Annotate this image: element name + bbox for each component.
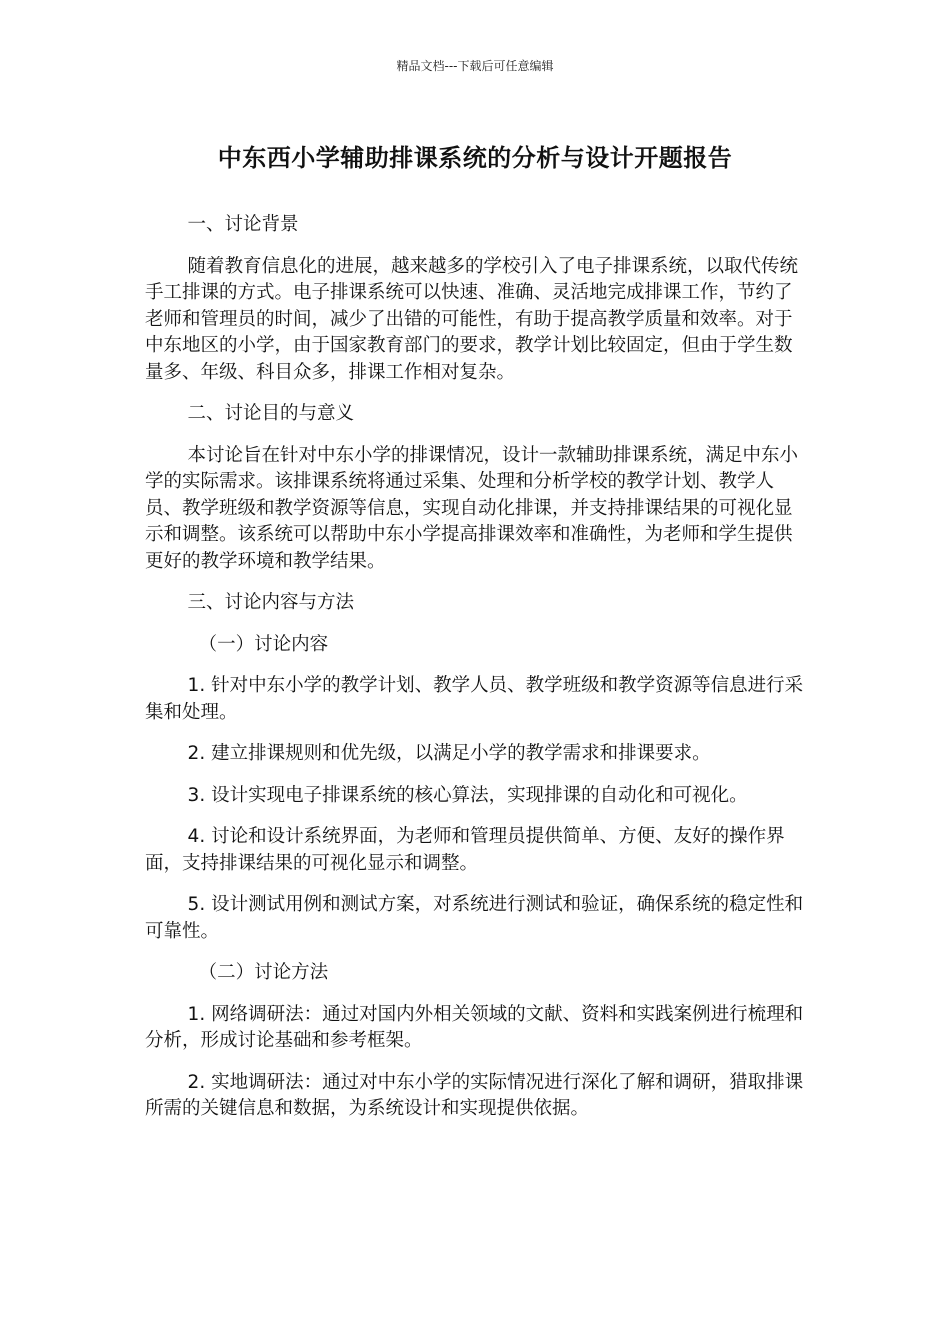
document-body bbox=[145, 212, 807, 1138]
document-title: 中东西小学辅助排课系统的分析与设计开题报告 bbox=[217, 144, 733, 172]
list-item: 2. 建立排课规则和优先级，以满足小学的教学需求和排课要求。 bbox=[187, 743, 711, 764]
paragraph-background: 随着教育信息化的进展，越来越多的学校引入了电子排课系统，以取代传统手工排课的方式。电子排课系统可以快速、准确、灵活地完成排课工作，节约了老师和管理员的时间，减少了出错的可能性，有助于提高教学质量和效率。对于中东地区的小学，由于国家教育部门的要求，教学计划比较固定，但由于学生数量多、年级、科目众多，排课工作相对复杂。 bbox=[145, 255, 799, 383]
list-item: 5. 设计测试用例和测试方案，对系统进行测试和验证，确保系统的稳定性和可靠性。 bbox=[145, 894, 804, 942]
subheading-content: （一）讨论内容 bbox=[198, 633, 329, 655]
list-item: 4. 讨论和设计系统界面，为老师和管理员提供简单、方便、友好的操作界面，支持排课结果的可视化显示和调整。 bbox=[145, 826, 785, 874]
list-item: 3. 设计实现电子排课系统的核心算法，实现排课的自动化和可视化。 bbox=[187, 784, 748, 806]
subheading-method: （二）讨论方法 bbox=[198, 962, 329, 983]
section-heading-purpose: 二、讨论目的与意义 bbox=[187, 403, 355, 424]
list-item: 2. 实地调研法：通过对中东小学的实际情况进行深化了解和调研，猎取排课所需的关键信息和数据，为系统设计和实现提供依据。 bbox=[145, 1071, 804, 1119]
section-heading-content-method: 三、讨论内容与方法 bbox=[187, 592, 355, 613]
list-item: 1. 网络调研法：通过对国内外相关领域的文献、资料和实践案例进行梳理和分析，形成讨论基础和参考框架。 bbox=[145, 1003, 804, 1051]
section-heading-background: 一、讨论背景 bbox=[187, 214, 299, 235]
list-item: 1. 针对中东小学的教学计划、教学人员、教学班级和教学资源等信息进行采集和处理。 bbox=[145, 675, 804, 723]
header-note: 精品文档---下载后可任意编辑 bbox=[396, 59, 554, 73]
paragraph-purpose: 本讨论旨在针对中东小学的排课情况，设计一款辅助排课系统，满足中东小学的实际需求。该排课系统将通过采集、处理和分析学校的教学计划、教学人员、教学班级和教学资源等信息，实现自动化排课，并支持排课结果的可视化显示和调整。该系统可以帮助中东小学提高排课效率和准确性，为老师和学生提供更好的教学环境和教学结果。 bbox=[145, 444, 799, 572]
